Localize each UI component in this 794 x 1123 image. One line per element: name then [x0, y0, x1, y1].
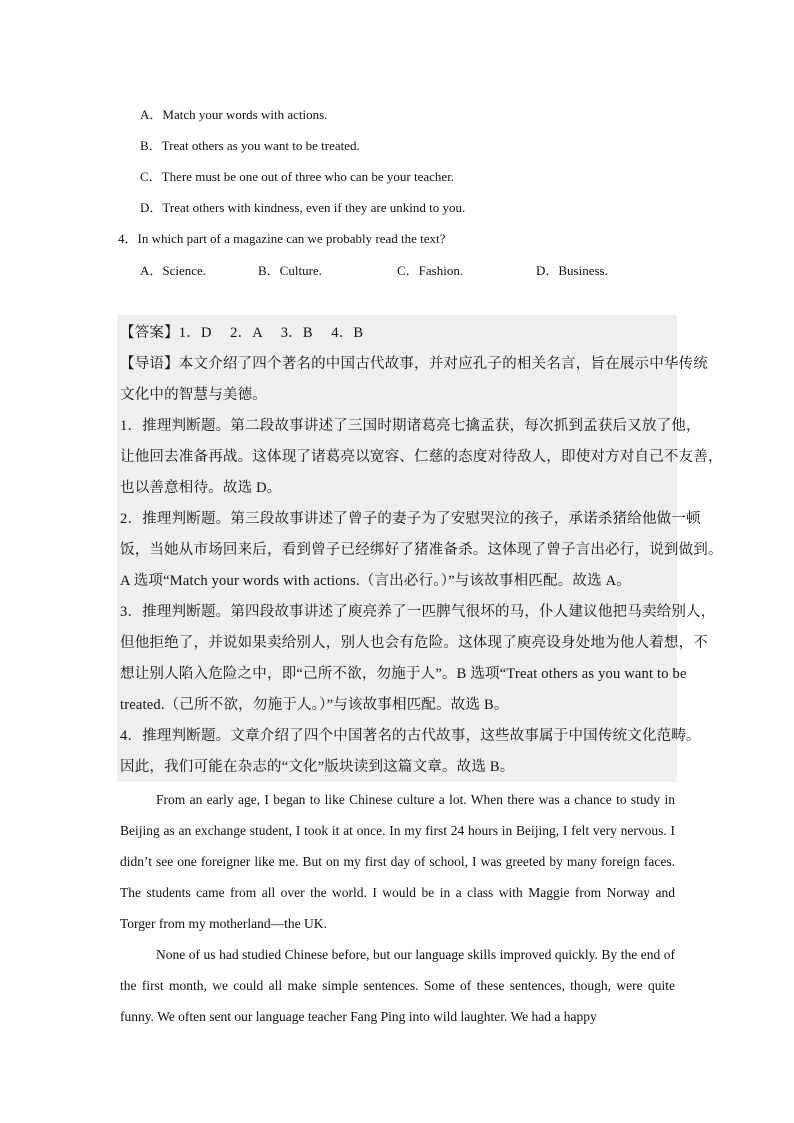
explain-2-line-2: 饭，当她从市场回来后，看到曾子已经绑好了猪准备杀。这体现了曾子言出必行，说到做到。 — [120, 542, 723, 558]
q3-option-b: B．Treat others as you want to be treated. — [140, 138, 360, 153]
explain-2-line-1: 2．推理判断题。第三段故事讲述了曾子的妻子为了安慰哭泣的孩子，承诺杀猪给他做一顿 — [120, 511, 701, 527]
q4-option-c: C．Fashion. — [397, 263, 464, 278]
explain-3-line-1: 3．推理判断题。第四段故事讲述了庾亮养了一匹脾气很坏的马，仆人建议他把马卖给别人， — [120, 604, 716, 620]
explain-1-line-3: 也以善意相待。故选 D。 — [120, 480, 282, 496]
q4-option-d: D．Business. — [536, 263, 608, 278]
q3-option-a: A．Match your words with actions. — [140, 107, 328, 122]
q4-option-a: A．Science. — [140, 263, 207, 278]
reading-passage — [120, 784, 675, 1032]
passage-paragraph-1: From an early age, I began to like Chinese culture a lot. When there was a chance to study in Beijing as an exchange student, I took it at once. In my first 24 hours in Beijing, I felt very nervous. I didn’t see one foreigner like me. But on my first day of school, I was greeted by many foreign faces. The students came from all over the world. I would be in a class with Maggie from Norway and Torger from my motherland—the UK. — [120, 792, 675, 931]
q3-option-d: D．Treat others with kindness, even if they are unkind to you. — [140, 200, 466, 215]
explain-2-line-3: A 选项“Match your words with actions.（言出必行。）”与该故事相匹配。故选 A。 — [120, 573, 632, 589]
q4-option-b: B．Culture. — [258, 263, 322, 278]
q4-options — [140, 260, 660, 279]
explain-3-line-4: treated.（己所不欲，勿施于人。）”与该故事相匹配。故选 B。 — [120, 697, 509, 713]
explain-1-line-2: 让他回去准备再战。这体现了诸葛亮以宽容、仁慈的态度对待敌人，即使对方对自己不友善， — [120, 449, 723, 465]
answer-key: 【答案】1．D 2．A 3．B 4．B — [120, 325, 364, 341]
explain-3-line-3: 想让别人陷入危险之中，即“己所不欲，勿施于人”。B 选项“Treat others as you want to be — [120, 666, 687, 682]
explain-1-line-1: 1．推理判断题。第二段故事讲述了三国时期诸葛亮七擒孟获，每次抓到孟获后又放了他， — [120, 418, 701, 434]
explain-4-line-1: 4．推理判断题。文章介绍了四个中国著名的古代故事，这些故事属于中国传统文化范畴。 — [120, 728, 701, 744]
explain-3-line-2: 但他拒绝了，并说如果卖给别人，别人也会有危险。这体现了庾亮设身处地为他人着想，不 — [120, 635, 708, 651]
explain-4-line-2: 因此，我们可能在杂志的“文化”版块读到这篇文章。故选 B。 — [120, 759, 515, 775]
guide-line-2: 文化中的智慧与美德。 — [120, 387, 267, 403]
passage-paragraph-2: None of us had studied Chinese before, but our language skills improved quickly. By the end of the first month, we could all make simple sentences. Some of these sentences, though, were quite funny. We often sent our language teacher Fang Ping into wild laughter. We had a happy — [120, 947, 675, 1024]
q4-question: 4．In which part of a magazine can we probably read the text? — [118, 231, 446, 246]
q3-option-c: C．There must be one out of three who can be your teacher. — [140, 169, 455, 184]
guide-line-1: 【导语】本文介绍了四个著名的中国古代故事，并对应孔子的相关名言，旨在展示中华传统 — [120, 356, 708, 372]
